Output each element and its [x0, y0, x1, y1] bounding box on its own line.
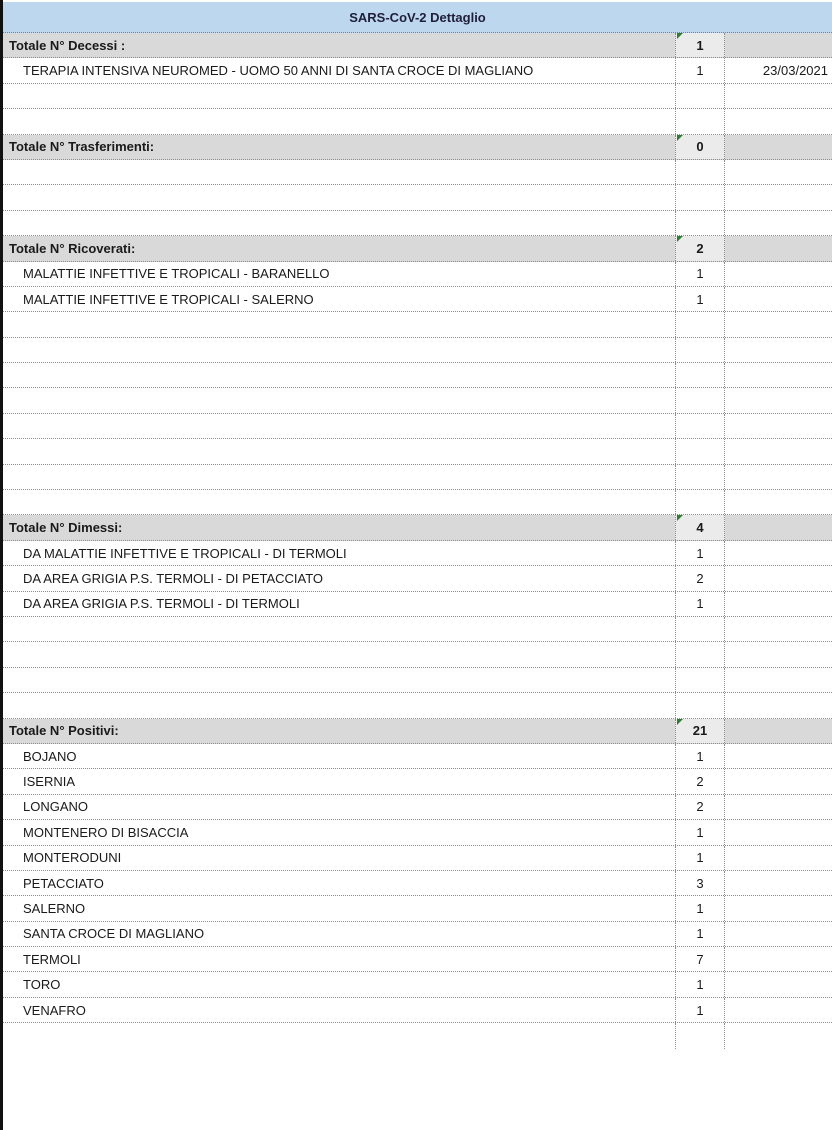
- empty-cell[interactable]: [675, 388, 725, 412]
- sheet-title-text: SARS-CoV-2 Dettaglio: [349, 9, 486, 25]
- empty-row[interactable]: [3, 465, 832, 490]
- table-row[interactable]: [3, 592, 832, 617]
- empty-cell[interactable]: [725, 1023, 832, 1048]
- empty-cell[interactable]: [3, 490, 675, 514]
- empty-row[interactable]: [3, 160, 832, 185]
- empty-cell[interactable]: [725, 693, 832, 717]
- section-label[interactable]: Totale N° Ricoverati:: [9, 240, 136, 256]
- empty-cell[interactable]: [725, 363, 832, 387]
- empty-cell[interactable]: [725, 236, 832, 260]
- section-label[interactable]: Totale N° Trasferimenti:: [9, 139, 155, 155]
- row-date[interactable]: [725, 262, 832, 286]
- empty-cell[interactable]: [3, 642, 675, 666]
- empty-cell[interactable]: [675, 1023, 725, 1048]
- empty-row[interactable]: [3, 84, 832, 109]
- comment-indicator-icon: [677, 236, 683, 242]
- empty-row[interactable]: [3, 211, 832, 236]
- row-count[interactable]: 2: [675, 795, 725, 819]
- empty-cell[interactable]: [725, 211, 832, 235]
- empty-cell[interactable]: [3, 1023, 675, 1048]
- row-label[interactable]: PETACCIATO: [23, 875, 104, 891]
- empty-row[interactable]: [3, 185, 832, 210]
- section-total-value: 21: [692, 723, 708, 739]
- row-date[interactable]: [725, 769, 832, 793]
- section-label[interactable]: Totale N° Decessi :: [9, 37, 126, 53]
- section-header-row[interactable]: [3, 135, 832, 160]
- empty-cell[interactable]: [675, 160, 725, 184]
- section-total-value: 4: [696, 520, 704, 536]
- empty-cell[interactable]: [725, 642, 832, 666]
- row-count[interactable]: 1: [675, 592, 725, 616]
- table-row[interactable]: [3, 972, 832, 997]
- row-label[interactable]: DA AREA GRIGIA P.S. TERMOLI - DI PETACCIATO: [23, 570, 324, 586]
- row-count[interactable]: 1: [675, 998, 725, 1022]
- empty-cell[interactable]: [725, 719, 832, 743]
- empty-cell[interactable]: [675, 109, 725, 133]
- empty-cell[interactable]: [725, 84, 832, 108]
- row-count[interactable]: 1: [675, 846, 725, 870]
- table-row[interactable]: [3, 846, 832, 871]
- section-total[interactable]: [675, 135, 725, 159]
- table-row[interactable]: [3, 947, 832, 972]
- empty-cell[interactable]: [675, 84, 725, 108]
- row-label[interactable]: MONTERODUNI: [23, 850, 122, 866]
- empty-cell[interactable]: [3, 363, 675, 387]
- empty-cell[interactable]: [675, 363, 725, 387]
- row-date[interactable]: [725, 972, 832, 996]
- section-header-row[interactable]: [3, 719, 832, 744]
- section-header-row[interactable]: [3, 515, 832, 540]
- table-row[interactable]: [3, 998, 832, 1023]
- empty-row[interactable]: [3, 109, 832, 134]
- row-label[interactable]: MONTENERO DI BISACCIA: [23, 824, 189, 840]
- table-row[interactable]: [3, 566, 832, 591]
- row-count[interactable]: 1: [675, 820, 725, 844]
- section-total[interactable]: [675, 515, 725, 539]
- row-label[interactable]: TERAPIA INTENSIVA NEUROMED - UOMO 50 ANNI DI SANTA CROCE DI MAGLIANO: [23, 63, 534, 79]
- row-count[interactable]: 1: [675, 972, 725, 996]
- row-label[interactable]: LONGANO: [23, 799, 89, 815]
- empty-cell[interactable]: [725, 338, 832, 362]
- row-count[interactable]: 3: [675, 871, 725, 895]
- empty-cell[interactable]: [675, 312, 725, 336]
- comment-indicator-icon: [677, 135, 683, 141]
- row-count[interactable]: 7: [675, 947, 725, 971]
- empty-cell[interactable]: [3, 109, 675, 133]
- empty-cell[interactable]: [3, 312, 675, 336]
- empty-cell[interactable]: [675, 439, 725, 463]
- empty-cell[interactable]: [675, 465, 725, 489]
- empty-cell[interactable]: [3, 160, 675, 184]
- sheet-title[interactable]: [3, 2, 832, 33]
- row-date[interactable]: [725, 947, 832, 971]
- empty-cell[interactable]: [725, 414, 832, 438]
- row-count[interactable]: 1: [675, 744, 725, 768]
- empty-cell[interactable]: [675, 668, 725, 692]
- comment-indicator-icon: [677, 719, 683, 725]
- row-date[interactable]: [725, 287, 832, 311]
- section-label[interactable]: Totale N° Dimessi:: [9, 520, 123, 536]
- table-row[interactable]: [3, 922, 832, 947]
- comment-indicator-icon: [677, 515, 683, 521]
- section-total[interactable]: [675, 719, 725, 743]
- row-count[interactable]: 2: [675, 769, 725, 793]
- empty-cell[interactable]: [725, 490, 832, 514]
- empty-row[interactable]: [3, 490, 832, 515]
- empty-cell[interactable]: [725, 439, 832, 463]
- table-row[interactable]: [3, 871, 832, 896]
- section-total[interactable]: [675, 33, 725, 57]
- empty-cell[interactable]: [675, 490, 725, 514]
- row-label[interactable]: ISERNIA: [23, 774, 76, 790]
- empty-row[interactable]: [3, 439, 832, 464]
- row-count[interactable]: 1: [675, 896, 725, 920]
- empty-cell[interactable]: [3, 693, 675, 717]
- table-row[interactable]: [3, 287, 832, 312]
- section-header-row[interactable]: [3, 33, 832, 58]
- empty-cell[interactable]: [675, 211, 725, 235]
- row-label[interactable]: DA AREA GRIGIA P.S. TERMOLI - DI TERMOLI: [23, 596, 300, 612]
- row-date[interactable]: [725, 871, 832, 895]
- row-date[interactable]: [725, 592, 832, 616]
- empty-cell[interactable]: [725, 135, 832, 159]
- section-total-value: 2: [696, 240, 704, 256]
- empty-cell[interactable]: [3, 84, 675, 108]
- row-date[interactable]: [725, 744, 832, 768]
- table-body: [3, 33, 832, 1049]
- row-count[interactable]: 1: [675, 58, 725, 82]
- row-count[interactable]: 2: [675, 566, 725, 590]
- empty-cell[interactable]: [3, 617, 675, 641]
- row-count[interactable]: 1: [675, 287, 725, 311]
- empty-cell[interactable]: [3, 211, 675, 235]
- empty-cell[interactable]: [725, 465, 832, 489]
- empty-row[interactable]: [3, 363, 832, 388]
- empty-cell[interactable]: [3, 465, 675, 489]
- empty-cell[interactable]: [675, 414, 725, 438]
- row-label[interactable]: SALERNO: [23, 900, 86, 916]
- empty-cell[interactable]: [725, 617, 832, 641]
- row-date[interactable]: [725, 795, 832, 819]
- section-total-value: 0: [696, 139, 704, 155]
- empty-row[interactable]: [3, 642, 832, 667]
- empty-cell[interactable]: [675, 185, 725, 209]
- empty-cell[interactable]: [725, 160, 832, 184]
- table-row[interactable]: [3, 744, 832, 769]
- empty-cell[interactable]: [725, 515, 832, 539]
- empty-row[interactable]: [3, 668, 832, 693]
- row-date[interactable]: [725, 922, 832, 946]
- table-row[interactable]: [3, 541, 832, 566]
- row-date[interactable]: [725, 896, 832, 920]
- row-count[interactable]: 1: [675, 541, 725, 565]
- spreadsheet: [3, 2, 832, 1049]
- row-date[interactable]: [725, 998, 832, 1022]
- empty-cell[interactable]: [675, 693, 725, 717]
- empty-row[interactable]: [3, 617, 832, 642]
- row-date[interactable]: [725, 820, 832, 844]
- row-date[interactable]: [725, 566, 832, 590]
- empty-cell[interactable]: [725, 33, 832, 57]
- row-date[interactable]: 23/03/2021: [762, 63, 828, 79]
- table-row[interactable]: [3, 58, 832, 83]
- empty-row[interactable]: [3, 414, 832, 439]
- section-total[interactable]: [675, 236, 725, 260]
- empty-cell[interactable]: [3, 668, 675, 692]
- empty-row[interactable]: [3, 693, 832, 718]
- section-total-value: 1: [696, 37, 704, 53]
- empty-cell[interactable]: [725, 312, 832, 336]
- row-date[interactable]: [725, 846, 832, 870]
- table-row[interactable]: [3, 795, 832, 820]
- empty-cell[interactable]: [725, 388, 832, 412]
- empty-cell[interactable]: [3, 338, 675, 362]
- empty-row[interactable]: [3, 388, 832, 413]
- row-date[interactable]: [725, 541, 832, 565]
- row-label[interactable]: MALATTIE INFETTIVE E TROPICALI - SALERNO: [23, 291, 314, 307]
- row-label[interactable]: BOJANO: [23, 748, 77, 764]
- empty-cell[interactable]: [675, 338, 725, 362]
- empty-row[interactable]: [3, 338, 832, 363]
- comment-indicator-icon: [677, 33, 683, 39]
- empty-cell[interactable]: [725, 668, 832, 692]
- empty-cell[interactable]: [3, 439, 675, 463]
- table-row[interactable]: [3, 820, 832, 845]
- empty-cell[interactable]: [725, 109, 832, 133]
- row-label[interactable]: VENAFRO: [23, 1002, 86, 1018]
- empty-cell[interactable]: [3, 185, 675, 209]
- table-row[interactable]: [3, 262, 832, 287]
- row-label[interactable]: MALATTIE INFETTIVE E TROPICALI - BARANELLO: [23, 266, 330, 282]
- empty-cell[interactable]: [3, 388, 675, 412]
- empty-row[interactable]: [3, 1023, 832, 1048]
- empty-cell[interactable]: [675, 617, 725, 641]
- table-row[interactable]: [3, 769, 832, 794]
- row-label[interactable]: DA MALATTIE INFETTIVE E TROPICALI - DI TERMOLI: [23, 545, 347, 561]
- empty-cell[interactable]: [3, 414, 675, 438]
- row-count[interactable]: 1: [675, 262, 725, 286]
- row-label[interactable]: SANTA CROCE DI MAGLIANO: [23, 926, 205, 942]
- table-row[interactable]: [3, 896, 832, 921]
- empty-cell[interactable]: [675, 642, 725, 666]
- row-label[interactable]: TERMOLI: [23, 951, 81, 967]
- row-label[interactable]: TORO: [23, 977, 61, 993]
- empty-cell[interactable]: [725, 185, 832, 209]
- empty-row[interactable]: [3, 312, 832, 337]
- section-header-row[interactable]: [3, 236, 832, 261]
- row-count[interactable]: 1: [675, 922, 725, 946]
- section-label[interactable]: Totale N° Positivi:: [9, 723, 119, 739]
